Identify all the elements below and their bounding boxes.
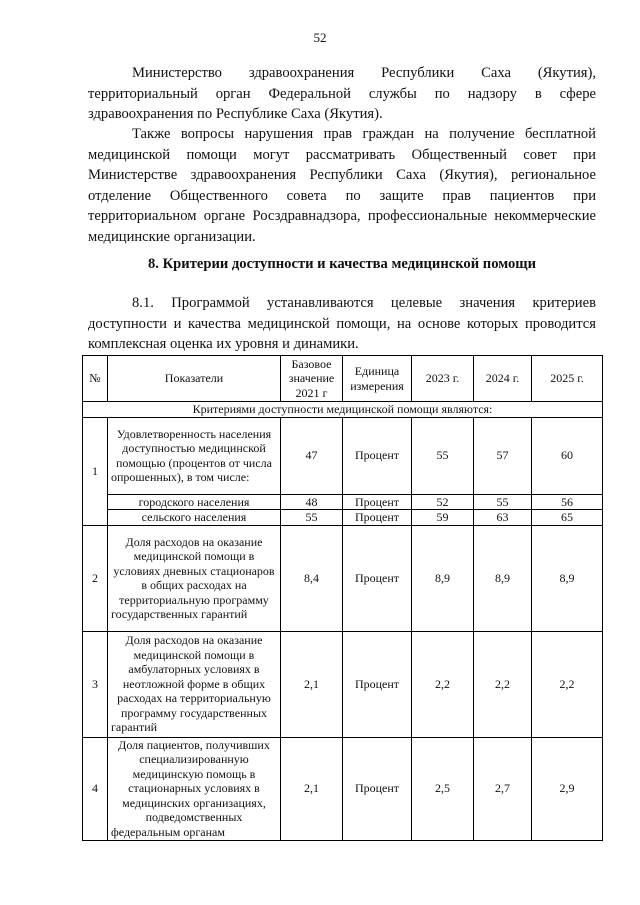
row-number: 4 <box>83 737 108 840</box>
band-label: Критериями доступности медицинской помощи являются: <box>83 402 603 418</box>
table-band-row <box>83 402 603 418</box>
row-unit: Процент <box>343 525 412 631</box>
table-row <box>83 737 603 840</box>
row-value-2025: 60 <box>532 417 603 494</box>
row-value-2025: 2,9 <box>532 737 603 840</box>
row-indicator: Доля расходов на оказание медицинской помощи в условиях дневных стационаров в общих расходах на территориальную программу государственных гарантий <box>108 525 281 631</box>
row-value-2025: 8,9 <box>532 525 603 631</box>
paragraph-target-values: 8.1. Программой устанавливаются целевые значения критериев доступности и качества медицинской помощи, на основе которых проводится комплексная оценка их уровня и динамики. <box>88 295 596 352</box>
row-indicator: Доля пациентов, получивших специализированную медицинскую помощь в стационарных условиях в медицинских организациях, подведомственных федеральным органам <box>108 737 281 840</box>
section-heading: 8. Критерии доступности и качества медицинской помощи <box>148 256 536 272</box>
header-year-2023: 2023 г. <box>412 356 474 402</box>
row-value-2023: 55 <box>412 417 474 494</box>
header-year-2024: 2024 г. <box>474 356 532 402</box>
row-value-2024: 2,7 <box>474 737 532 840</box>
row-value-2024: 63 <box>474 510 532 526</box>
row-unit: Процент <box>343 510 412 526</box>
row-indicator: сельского населения <box>108 510 281 526</box>
page-number: 52 <box>313 30 327 45</box>
row-base-value: 8,4 <box>281 525 343 631</box>
header-num: № <box>83 356 108 402</box>
row-unit: Процент <box>343 494 412 510</box>
row-base-value: 2,1 <box>281 737 343 840</box>
paragraph-ministry: Министерство здравоохранения Республики Саха (Якутия), территориальный орган Федеральной службы по надзору в сфере здравоохранения по Республике Саха (Якутия). <box>88 65 596 122</box>
table-row <box>83 631 603 737</box>
row-number: 2 <box>83 525 108 631</box>
header-indicators: Показатели <box>108 356 281 402</box>
row-unit: Процент <box>343 631 412 737</box>
table-header-row <box>83 356 603 402</box>
row-unit: Процент <box>343 417 412 494</box>
table-row <box>83 525 603 631</box>
row-value-2024: 55 <box>474 494 532 510</box>
row-number: 1 <box>83 417 108 525</box>
row-value-2024: 57 <box>474 417 532 494</box>
row-value-2024: 8,9 <box>474 525 532 631</box>
row-base-value: 2,1 <box>281 631 343 737</box>
row-value-2023: 52 <box>412 494 474 510</box>
row-indicator: Удовлетворенность населения доступностью медицинской помощью (процентов от числа опрошенных), в том числе: <box>108 417 281 494</box>
table-row <box>83 417 603 494</box>
row-indicator: Доля расходов на оказание медицинской помощи в амбулаторных условиях в неотложной форме в общих расходах на территориальную программу государственных гарантий <box>108 631 281 737</box>
paragraph-rights-violations: Также вопросы нарушения прав граждан на получение бесплатной медицинской помощи могут рассматривать Общественный совет при Министерстве здравоохранения Республики Саха (Якутия), региональное отделение Общественного совета по защите прав пациентов при территориальном органе Росздравнадзора, профессиональные некоммерческие медицинские организации. <box>88 126 596 245</box>
row-base-value: 55 <box>281 510 343 526</box>
row-unit: Процент <box>343 737 412 840</box>
row-value-2023: 2,5 <box>412 737 474 840</box>
header-base-value: Базовое значение 2021 г <box>281 356 343 402</box>
header-unit: Единица измерения <box>343 356 412 402</box>
row-indicator: городского населения <box>108 494 281 510</box>
row-value-2025: 65 <box>532 510 603 526</box>
row-base-value: 47 <box>281 417 343 494</box>
table-row <box>83 510 603 526</box>
row-value-2023: 59 <box>412 510 474 526</box>
row-value-2024: 2,2 <box>474 631 532 737</box>
row-value-2023: 2,2 <box>412 631 474 737</box>
row-value-2023: 8,9 <box>412 525 474 631</box>
table-row <box>83 494 603 510</box>
criteria-table <box>82 355 603 841</box>
row-base-value: 48 <box>281 494 343 510</box>
header-year-2025: 2025 г. <box>532 356 603 402</box>
row-value-2025: 56 <box>532 494 603 510</box>
row-number: 3 <box>83 631 108 737</box>
row-value-2025: 2,2 <box>532 631 603 737</box>
